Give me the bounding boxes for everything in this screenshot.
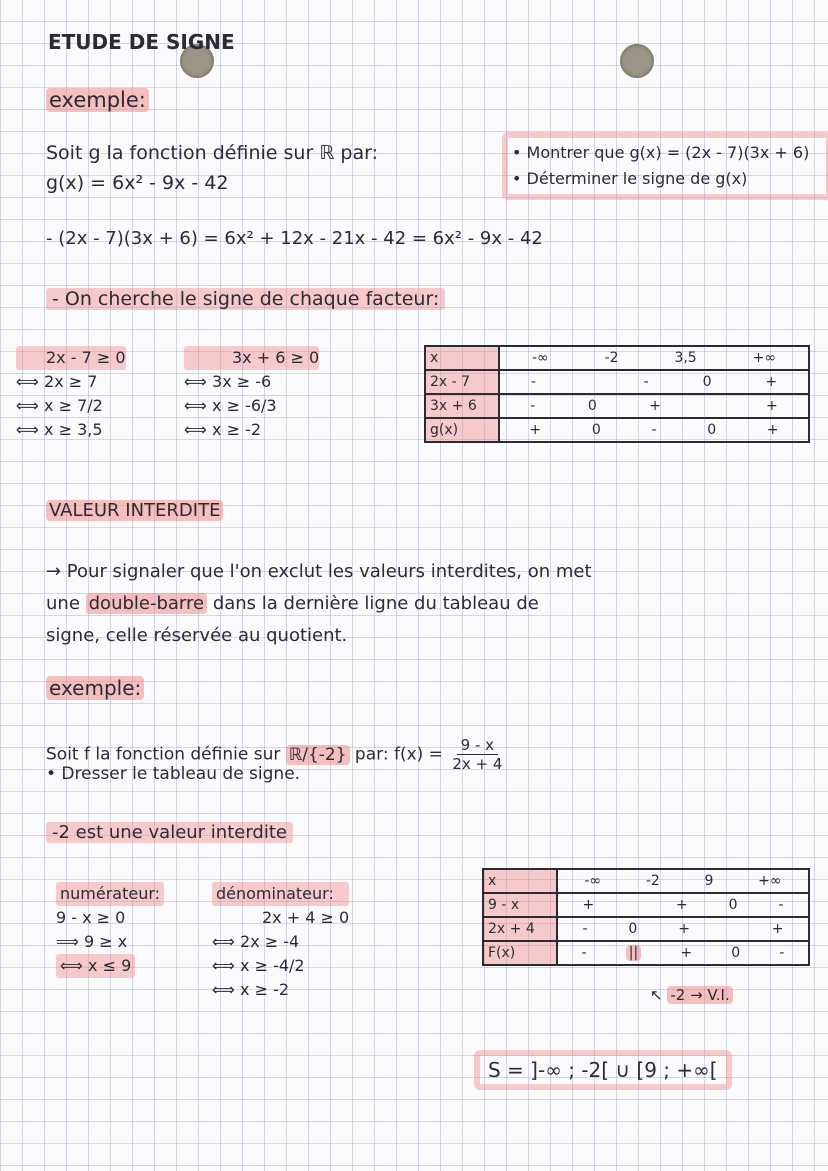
fraction — [448, 736, 506, 773]
rule-paragraph — [46, 556, 786, 652]
step-title: numérateur: — [56, 882, 164, 906]
factor-1-steps — [16, 346, 126, 442]
table-cell — [499, 394, 809, 418]
paragraph-line: signe, celle réservée au quotient. — [46, 625, 348, 646]
step-line: ⟺ 2x ≥ -4 — [212, 932, 300, 951]
numerator: 9 - x — [457, 736, 498, 755]
step-line: 2x + 4 ≥ 0 — [262, 908, 350, 927]
table-cell: - — [779, 945, 785, 961]
table-cell: 0 — [731, 945, 741, 961]
factor-2-steps — [184, 346, 319, 442]
step-line: ⟺ x ≥ -4/2 — [212, 956, 305, 975]
step-line: ⟺ x ≥ 7/2 — [16, 396, 103, 415]
table-header-row — [483, 869, 809, 893]
table-cell: - — [530, 374, 536, 390]
table-cell: 3x + 6 — [425, 394, 499, 418]
example-label: exemple: — [46, 676, 144, 700]
table-cell: + — [678, 921, 690, 937]
numerator-steps — [56, 882, 164, 978]
up-arrow-icon: ↖ — [650, 986, 663, 1004]
highlighted-term: double-barre — [86, 593, 207, 614]
text: Soit f la fonction définie sur — [46, 744, 286, 765]
table-cell — [557, 893, 809, 917]
step-line: ⟺ x ≥ -6/3 — [184, 396, 277, 415]
task-item: • Déterminer le signe de g(x) — [512, 169, 748, 188]
table-cell: g(x) — [425, 418, 499, 442]
table-row — [483, 917, 809, 941]
sign-table-2 — [482, 868, 810, 966]
table-cell: 0 — [707, 422, 717, 438]
table-cell: + — [676, 897, 688, 913]
table-cell: + — [766, 422, 779, 438]
table-cell: -∞ — [584, 873, 602, 889]
table-cell: + — [680, 945, 693, 961]
page-title: ETUDE DE SIGNE — [48, 30, 235, 54]
table-cell — [499, 346, 809, 370]
table-cell: F(x) — [483, 941, 557, 965]
step-line: ⟺ 3x ≥ -6 — [184, 372, 272, 391]
denominator-steps — [212, 882, 349, 1002]
table-cell: 0 — [591, 422, 601, 438]
example-label: exemple: — [46, 88, 149, 112]
table-cell: 0 — [628, 921, 638, 937]
table-row — [425, 394, 809, 418]
step-title: dénominateur: — [212, 882, 349, 906]
section-title: VALEUR INTERDITE — [46, 500, 223, 521]
sign-table-1 — [424, 345, 810, 443]
table-cell: 0 — [587, 398, 597, 414]
function-formula: g(x) = 6x² - 9x - 42 — [46, 172, 229, 194]
table-cell: -2 — [604, 350, 619, 366]
table-cell: + — [765, 374, 778, 390]
table-cell: 0 — [728, 897, 738, 913]
table-cell: x — [425, 346, 499, 370]
table-header-row — [425, 346, 809, 370]
table-row — [483, 941, 809, 965]
task-line: • Dresser le tableau de signe. — [46, 764, 301, 784]
table-cell: - — [581, 945, 587, 961]
solution-box: S = ]-∞ ; -2[ ∪ [9 ; +∞[ — [474, 1050, 732, 1090]
table-cell — [557, 869, 809, 893]
table-cell: + — [771, 921, 784, 937]
expansion-line: - (2x - 7)(3x + 6) = 6x² + 12x - 21x - 42 = 6x² - 9x - 42 — [46, 228, 543, 249]
denominator: 2x + 4 — [452, 755, 503, 773]
double-bar: || — [626, 945, 641, 961]
table-cell: - — [778, 897, 784, 913]
factor-intro: - On cherche le signe de chaque facteur: — [46, 288, 445, 310]
table-cell: +∞ — [752, 350, 777, 366]
paragraph-line — [46, 588, 786, 620]
table-cell: x — [483, 869, 557, 893]
step-line: ⟺ 2x ≥ 7 — [16, 372, 98, 391]
step-line: 2x - 7 ≥ 0 — [16, 346, 126, 370]
table-cell: 9 — [704, 873, 714, 889]
table-cell: - — [651, 422, 657, 438]
text: par: f(x) = — [349, 744, 449, 765]
table-cell: -∞ — [531, 350, 549, 366]
vi-label: -2 → V.I. — [667, 986, 732, 1004]
forbidden-value-note: -2 est une valeur interdite — [46, 822, 293, 843]
table-cell — [557, 941, 809, 965]
table-cell — [499, 370, 809, 394]
table-cell: -2 — [645, 873, 660, 889]
binder-hole — [620, 44, 654, 78]
text: dans la dernière ligne du tableau de — [207, 593, 539, 614]
table-cell: +∞ — [758, 873, 782, 889]
table-cell: 2x - 7 — [425, 370, 499, 394]
table-cell: 3,5 — [674, 350, 697, 366]
step-line: ⟺ x ≥ -2 — [212, 980, 290, 999]
table-cell: - — [530, 398, 536, 414]
step-line: ⟺ x ≤ 9 — [56, 954, 135, 978]
table-row — [483, 893, 809, 917]
table-row — [425, 418, 809, 442]
table-cell — [499, 418, 809, 442]
step-line: 9 - x ≥ 0 — [56, 908, 126, 927]
step-line: 3x + 6 ≥ 0 — [184, 346, 319, 370]
table-cell: + — [529, 422, 542, 438]
paragraph-line: → Pour signaler que l'on exclut les valeurs interdites, on met — [46, 561, 592, 582]
step-line: ⟹ 9 ≥ x — [56, 932, 128, 951]
table-cell: 9 - x — [483, 893, 557, 917]
function-definition: Soit g la fonction définie sur ℝ par: — [46, 142, 378, 164]
vi-note — [650, 986, 733, 1004]
domain: ℝ/{-2} — [286, 745, 350, 765]
table-cell: + — [765, 398, 778, 414]
table-cell — [557, 917, 809, 941]
step-line: ⟺ x ≥ -2 — [184, 420, 262, 439]
table-row — [425, 370, 809, 394]
table-cell: 2x + 4 — [483, 917, 557, 941]
table-cell: - — [582, 921, 588, 937]
table-cell: - — [643, 374, 649, 390]
table-cell: 0 — [702, 374, 712, 390]
step-line: ⟺ x ≥ 3,5 — [16, 420, 103, 439]
task-box — [502, 132, 828, 200]
text: une — [46, 593, 86, 614]
task-item: • Montrer que g(x) = (2x - 7)(3x + 6) — [512, 143, 810, 162]
table-cell: + — [582, 897, 595, 913]
table-cell: + — [649, 398, 661, 414]
